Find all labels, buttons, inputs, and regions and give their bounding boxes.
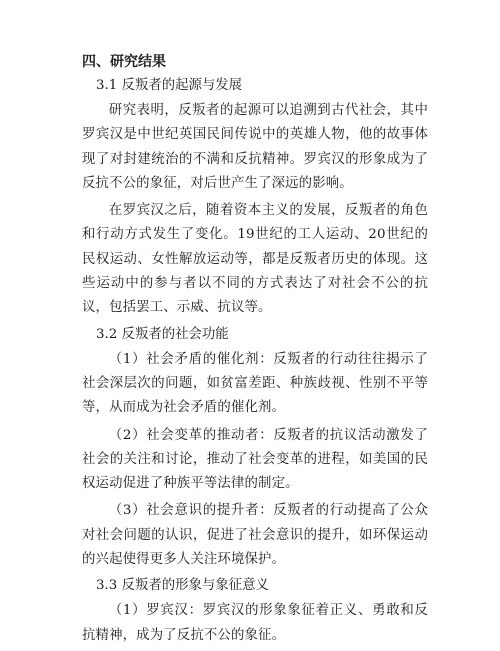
subsection-heading-3-3: 3.3 反叛者的形象与象征意义 (96, 578, 269, 594)
document-page (82, 52, 428, 651)
paragraph: （1）社会矛盾的催化剂：反叛者的行动往往揭示了社会深层次的问题，如贫富差距、种族歧视、性别不平等等，从而成为社会矛盾的催化剂。 (82, 351, 428, 416)
subsection-heading-3-1: 3.1 反叛者的起源与发展 (96, 78, 243, 93)
paragraph: （2）社会变革的推动者：反叛者的抗议活动激发了社会的关注和讨论，推动了社会变革的进程，如美国的民权运动促进了种族平等法律的制定。 (82, 427, 428, 492)
paragraph: 研究表明，反叛者的起源可以追溯到古代社会，其中罗宾汉是中世纪英国民间传说中的英雄人物，他的故事体现了对封建统治的不满和反抗精神。罗宾汉的形象成为了反抗不公的象征，对后世产生了深远的影响。 (82, 103, 428, 191)
paragraph: （3）社会意识的提升者：反叛者的行动提高了公众对社会问题的认识，促进了社会意识的提升，如环保运动的兴起使得更多人关注环境保护。 (82, 503, 428, 568)
section-heading: 四、研究结果 (82, 54, 166, 70)
subsection-heading-3-2: 3.2 反叛者的社会功能 (96, 326, 229, 342)
paragraph: 在罗宾汉之后，随着资本主义的发展，反叛者的角色和行动方式发生了变化。19世纪的工人运动、20世纪的民权运动、女性解放运动等，都是反叛者历史的体现。这些运动中的参与者以不同的方式表达了对社会不公的抗议，包括罢工、示威、抗议等。 (82, 203, 428, 316)
paragraph: （1）罗宾汉：罗宾汉的形象象征着正义、勇敢和反抗精神，成为了反抗不公的象征。 (82, 603, 428, 643)
